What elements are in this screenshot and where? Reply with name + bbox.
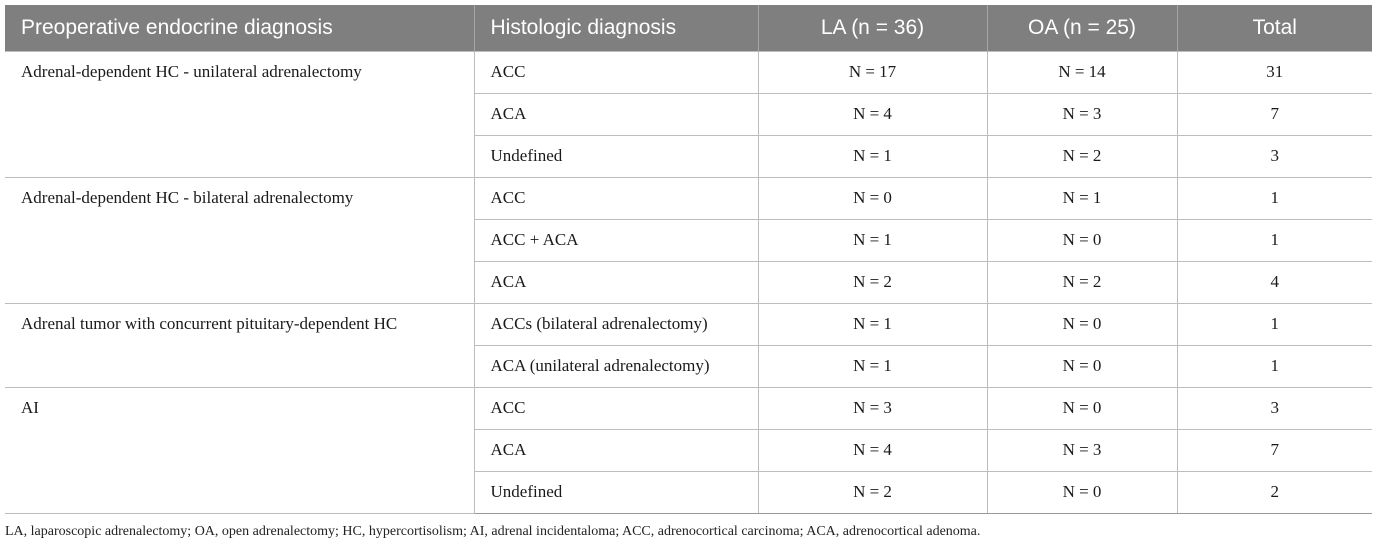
total-cell: 1 <box>1177 345 1372 387</box>
histology-cell: Undefined <box>474 135 758 177</box>
diagnosis-table <box>5 5 1372 514</box>
oa-cell: N = 2 <box>987 261 1177 303</box>
histology-cell: Undefined <box>474 471 758 513</box>
la-cell: N = 1 <box>758 303 987 345</box>
histology-cell: ACCs (bilateral adrenalectomy) <box>474 303 758 345</box>
la-cell: N = 1 <box>758 219 987 261</box>
oa-cell: N = 2 <box>987 135 1177 177</box>
category-cell: Adrenal-dependent HC - bilateral adrenalectomy <box>5 177 474 303</box>
total-cell: 4 <box>1177 261 1372 303</box>
total-cell: 31 <box>1177 51 1372 93</box>
category-cell: AI <box>5 387 474 513</box>
oa-cell: N = 0 <box>987 303 1177 345</box>
table-body <box>5 51 1372 513</box>
table-row <box>5 177 1372 219</box>
table-row <box>5 51 1372 93</box>
la-cell: N = 2 <box>758 471 987 513</box>
histology-cell: ACC <box>474 387 758 429</box>
header-row <box>5 5 1372 51</box>
header-la: LA (n = 36) <box>758 5 987 51</box>
la-cell: N = 1 <box>758 345 987 387</box>
table-header <box>5 5 1372 51</box>
header-oa: OA (n = 25) <box>987 5 1177 51</box>
la-cell: N = 3 <box>758 387 987 429</box>
oa-cell: N = 1 <box>987 177 1177 219</box>
la-cell: N = 2 <box>758 261 987 303</box>
total-cell: 1 <box>1177 177 1372 219</box>
total-cell: 1 <box>1177 303 1372 345</box>
header-preoperative-diagnosis: Preoperative endocrine diagnosis <box>21 15 333 39</box>
header-total: Total <box>1177 5 1372 51</box>
oa-cell: N = 0 <box>987 345 1177 387</box>
histology-cell: ACC <box>474 177 758 219</box>
oa-cell: N = 0 <box>987 387 1177 429</box>
total-cell: 3 <box>1177 387 1372 429</box>
table-footnote: LA, laparoscopic adrenalectomy; OA, open adrenalectomy; HC, hypercortisolism; AI, adrenal incidentaloma; ACC, adrenocortical carcinoma; ACA, adrenocortical adenoma. <box>5 524 981 539</box>
oa-cell: N = 3 <box>987 429 1177 471</box>
total-cell: 7 <box>1177 93 1372 135</box>
histology-cell: ACA <box>474 429 758 471</box>
histology-cell: ACC <box>474 51 758 93</box>
category-cell: Adrenal-dependent HC - unilateral adrenalectomy <box>5 51 474 177</box>
total-cell: 2 <box>1177 471 1372 513</box>
category-cell: Adrenal tumor with concurrent pituitary-dependent HC <box>5 303 474 387</box>
histology-cell: ACC + ACA <box>474 219 758 261</box>
la-cell: N = 4 <box>758 429 987 471</box>
histology-cell: ACA (unilateral adrenalectomy) <box>474 345 758 387</box>
header-histologic-diagnosis: Histologic diagnosis <box>474 5 758 51</box>
table-row <box>5 303 1372 345</box>
oa-cell: N = 0 <box>987 219 1177 261</box>
la-cell: N = 4 <box>758 93 987 135</box>
oa-cell: N = 0 <box>987 471 1177 513</box>
total-cell: 7 <box>1177 429 1372 471</box>
total-cell: 1 <box>1177 219 1372 261</box>
oa-cell: N = 3 <box>987 93 1177 135</box>
histology-cell: ACA <box>474 93 758 135</box>
oa-cell: N = 14 <box>987 51 1177 93</box>
la-cell: N = 0 <box>758 177 987 219</box>
histology-cell: ACA <box>474 261 758 303</box>
la-cell: N = 17 <box>758 51 987 93</box>
total-cell: 3 <box>1177 135 1372 177</box>
la-cell: N = 1 <box>758 135 987 177</box>
table-row <box>5 387 1372 429</box>
